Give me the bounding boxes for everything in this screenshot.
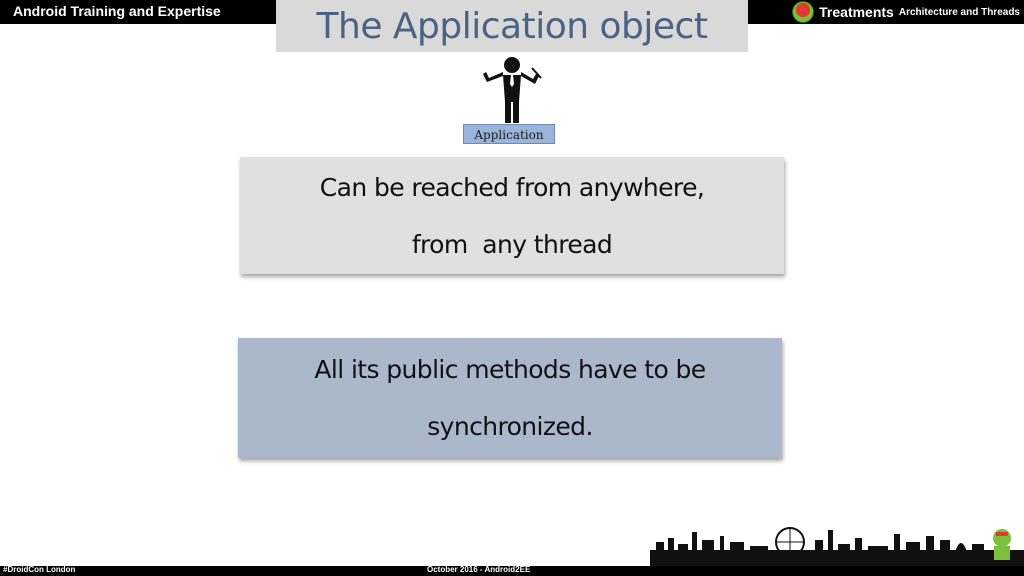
android-mascot-icon [792,1,814,23]
slide-title-box [276,0,748,52]
london-skyline-graphic [650,520,1024,566]
reachable-box [240,157,784,274]
reachable-line-1: Can be reached from anywhere, [319,172,705,202]
header-brand-title: Treatments [819,4,894,20]
slide-title: The Application object [316,5,708,47]
reachable-line-2: from any thread [411,229,613,259]
synchronized-line-1: All its public methods have to be [314,355,706,384]
application-label: Application [463,124,555,144]
header-left-title: Android Training and Expertise [13,3,221,19]
footer-date: October 2016 - Android2EE [427,565,531,574]
synchronized-line-2: synchronized. [427,412,593,441]
bottom-bar [0,566,1024,576]
header-brand-subtitle: Architecture and Threads [898,6,1020,18]
header-brand [792,3,1020,21]
footer-event: #DroidCon London [3,565,76,574]
synchronized-box [238,338,782,458]
conductor-figure-icon [477,56,547,124]
